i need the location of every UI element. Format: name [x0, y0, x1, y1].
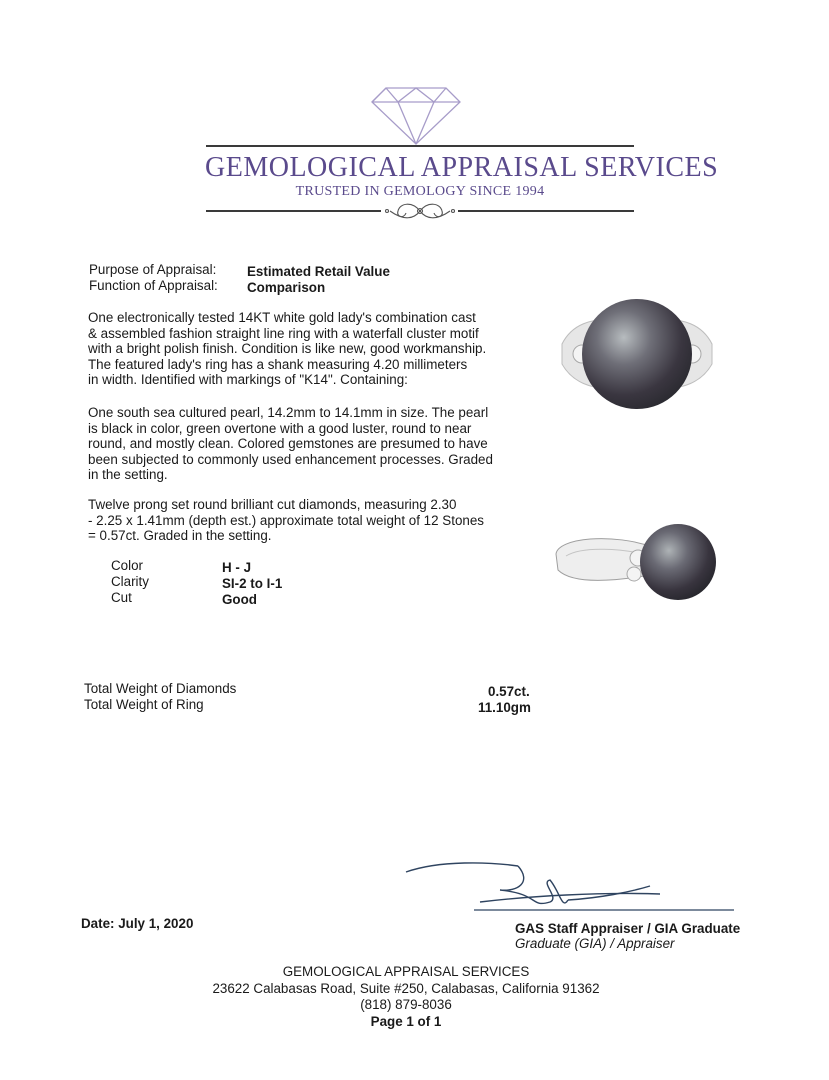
- description-line: = 0.57ct. Graded in the setting.: [88, 528, 272, 544]
- description-paragraph-3: [88, 497, 484, 544]
- flourish-ornament-icon: [382, 199, 458, 223]
- description-line: & assembled fashion straight line ring with a waterfall cluster motif: [88, 325, 479, 341]
- description-line: Twelve prong set round brilliant cut diamonds, measuring 2.30: [88, 497, 457, 512]
- appraiser-title: GAS Staff Appraiser / GIA Graduate: [515, 921, 741, 936]
- header-tagline: TRUSTED IN GEMOLOGY SINCE 1994: [295, 184, 545, 199]
- page-number: Page 1 of 1: [370, 1014, 442, 1029]
- header-rule-top: [206, 145, 634, 147]
- purpose-value: Estimated Retail Value: [247, 264, 390, 279]
- description-paragraph-1: [88, 310, 486, 388]
- total-ring-weight-value: 11.10gm: [478, 700, 531, 715]
- total-diamond-weight-value: 0.57ct.: [488, 684, 530, 699]
- footer-phone: (818) 879-8036: [360, 997, 452, 1012]
- function-value: Comparison: [247, 280, 326, 295]
- description-line: is black in color, green overtone with a good luster, round to near: [88, 420, 472, 436]
- ring-front-image: [552, 296, 722, 412]
- description-line: One electronically tested 14KT white gold lady's combination cast: [88, 310, 476, 325]
- grading-clarity-label: Clarity: [111, 574, 149, 589]
- purpose-label: Purpose of Appraisal:: [89, 262, 217, 277]
- grading-color-value: H - J: [222, 560, 252, 575]
- description-line: in the setting.: [88, 467, 168, 483]
- appraiser-signature: [400, 852, 740, 918]
- description-line: One south sea cultured pearl, 14.2mm to 14.1mm in size. The pearl: [88, 405, 489, 420]
- appraiser-subtitle: Graduate (GIA) / Appraiser: [515, 936, 675, 951]
- header-company-name: GEMOLOGICAL APPRAISAL SERVICES: [205, 152, 719, 183]
- grading-cut-value: Good: [222, 592, 257, 607]
- ring-side-image: [552, 512, 722, 612]
- total-ring-weight-label: Total Weight of Ring: [84, 697, 204, 712]
- description-line: round, and mostly clean. Colored gemstones are presumed to have: [88, 436, 488, 452]
- description-line: been subjected to commonly used enhancement processes. Graded: [88, 451, 493, 467]
- grading-clarity-value: SI-2 to I-1: [222, 576, 283, 591]
- header-rule-bottom-right: [458, 210, 634, 212]
- function-label: Function of Appraisal:: [89, 278, 218, 293]
- description-line: in width. Identified with markings of "K14". Containing:: [88, 372, 408, 388]
- description-line: with a bright polish finish. Condition is like new, good workmanship.: [88, 341, 487, 357]
- description-line: The featured lady's ring has a shank measuring 4.20 millimeters: [88, 356, 468, 372]
- description-paragraph-2: [88, 405, 493, 483]
- grading-color-label: Color: [111, 558, 143, 573]
- grading-cut-label: Cut: [111, 590, 132, 605]
- description-line: - 2.25 x 1.41mm (depth est.) approximate total weight of 12 Stones: [88, 512, 484, 528]
- total-diamond-weight-label: Total Weight of Diamonds: [84, 681, 237, 696]
- footer-address: 23622 Calabasas Road, Suite #250, Calabasas, California 91362: [212, 981, 600, 996]
- diamond-logo-icon: [368, 84, 464, 146]
- header-rule-bottom-left: [206, 210, 381, 212]
- footer-company: GEMOLOGICAL APPRAISAL SERVICES: [282, 964, 530, 979]
- appraisal-date: Date: July 1, 2020: [81, 916, 194, 931]
